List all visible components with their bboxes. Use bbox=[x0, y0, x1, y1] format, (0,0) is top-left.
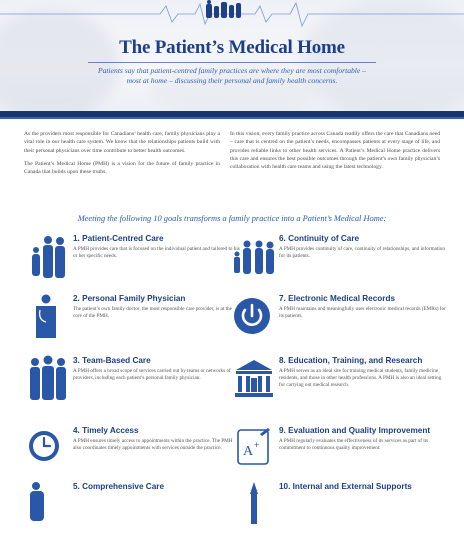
hero-banner bbox=[0, 0, 464, 112]
svg-text:+: + bbox=[254, 440, 260, 450]
goal-description: A PMH offers a broad scope of services carried out by teams or networks of providers, including each patient’s personal family physician. bbox=[73, 368, 231, 382]
svg-text:A: A bbox=[243, 444, 254, 459]
goal-evaluation-quality-improvement bbox=[232, 424, 454, 484]
power-icon bbox=[232, 292, 276, 340]
goal-title: 3. Team-Based Care bbox=[73, 356, 151, 365]
intro-paragraph: As the providers most responsible for Canadians’ health care, family physicians play a vital role in our health care system. We know that the relationships patients build with their personal physicians over time contribute to better health outcomes. bbox=[24, 131, 220, 154]
intro-paragraph: The Patient’s Medical Home (PMH) is a vision for the future of family practice in Canada that builds upon these truths. bbox=[24, 160, 220, 176]
family-logo-icon bbox=[203, 0, 243, 18]
goal-description: A PMH provides continuity of care, continuity of relationships, and information for its patients. bbox=[279, 246, 445, 260]
goal-title: 8. Education, Training, and Research bbox=[279, 356, 423, 365]
goal-personal-family-physician bbox=[26, 292, 248, 352]
goal-title: 10. Internal and External Supports bbox=[279, 482, 412, 491]
header-band-accent bbox=[0, 117, 464, 119]
goal-title: 4. Timely Access bbox=[73, 426, 139, 435]
goal-description: The patient’s own family doctor, the most responsible care provider, is at the core of the PMH. bbox=[73, 306, 232, 320]
university-icon bbox=[232, 354, 276, 402]
person-icon bbox=[26, 480, 70, 528]
goal-comprehensive-care bbox=[26, 480, 248, 540]
grade-paper-icon bbox=[232, 424, 276, 472]
goal-title: 1. Patient-Centred Care bbox=[73, 234, 164, 243]
goal-team-based-care bbox=[26, 354, 248, 414]
physician-icon bbox=[26, 292, 70, 340]
goal-title: 7. Electronic Medical Records bbox=[279, 294, 396, 303]
goal-internal-external-supports bbox=[232, 480, 454, 540]
goal-timely-access bbox=[26, 424, 248, 484]
goal-title: 5. Comprehensive Care bbox=[73, 482, 165, 491]
goal-patient-centred-care bbox=[26, 232, 248, 292]
goals-heading: Meeting the following 10 goals transforms a family practice into a Patient’s Medical Home: bbox=[77, 214, 387, 223]
goal-description: A PMH maintains and meaningfully uses electronic medical records (EMRs) for its patients. bbox=[279, 306, 446, 320]
goal-continuity-of-care bbox=[232, 232, 454, 292]
intro-left-column bbox=[24, 130, 220, 181]
page-subtitle: Patients say that patient-centred family practices are where they are most comfortable – most at home – discussing their personal and family health concerns. bbox=[98, 66, 366, 85]
intro-right-column bbox=[230, 130, 440, 176]
goal-electronic-medical-records bbox=[232, 292, 454, 352]
goal-title: 2. Personal Family Physician bbox=[73, 294, 186, 303]
page-title: The Patient’s Medical Home bbox=[119, 37, 345, 58]
people-group-icon bbox=[232, 232, 276, 280]
goal-description: A PMH serves as an ideal site for training medical students, family medicine residents, and those in other health professions. A PMH is also an ideal setting for carrying out medical research. bbox=[279, 368, 442, 389]
goal-description: A PMH ensures timely access to appointments within the practice. The PMH also coordinates timely appointments with services outside the practice. bbox=[73, 438, 233, 452]
intro-paragraph: In this vision, every family practice across Canada readily offers the care that Canadians need – care that is centred on the patient’s needs, encompasses patients at every stage of life, and provides reliable links to other health services. A Patient’s Medical Home practice delivers this care and ensures the best possible outcomes through the patient’s own family physician’s collaboration with health care teams and using the latest technology. bbox=[230, 131, 440, 171]
care-team-icon bbox=[26, 354, 70, 402]
goal-description: A PMH regularly evaluates the effectiveness of its services as part of its commitment to continuous quality improvement. bbox=[279, 438, 429, 452]
title-divider bbox=[88, 62, 376, 63]
goal-title: 9. Evaluation and Quality Improvement bbox=[279, 426, 431, 435]
goal-description: A PMH provides care that is focused on the individual patient and tailored to his or her specific needs. bbox=[73, 246, 240, 260]
goal-title: 6. Continuity of Care bbox=[279, 234, 360, 243]
goal-education-training-research bbox=[232, 354, 454, 414]
clock-icon bbox=[26, 424, 70, 472]
family-icon bbox=[26, 232, 70, 280]
tower-icon bbox=[232, 480, 276, 528]
